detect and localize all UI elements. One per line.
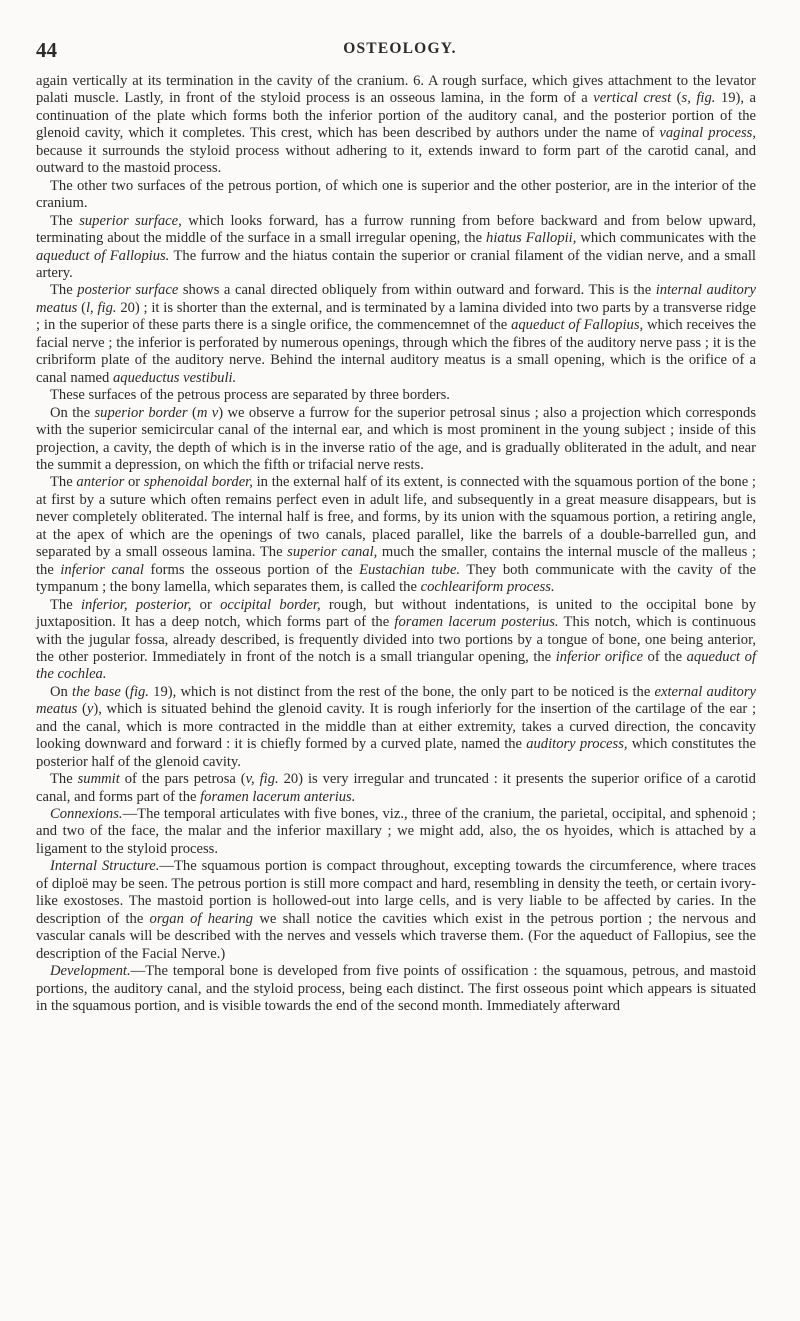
italic-run: Eustachian tube.: [359, 561, 461, 578]
text-run: because it surrounds the styloid process without adhering to it, extends inward to form part of the carotid canal, and outward to the mastoid process.: [36, 142, 756, 177]
paragraph: [36, 963, 756, 1015]
text-run: forms the osseous portion of the: [143, 561, 360, 578]
italic-run: aqueduct of Fallopius,: [511, 317, 644, 334]
italic-run: m v: [196, 404, 219, 421]
paragraph: [36, 73, 756, 178]
paragraph: [36, 213, 756, 283]
italic-run: organ of hearing: [149, 910, 254, 927]
italic-run: inferior canal: [60, 561, 144, 578]
italic-run: posterior surface: [77, 282, 179, 299]
page-header: [36, 38, 764, 62]
text-run: which looks forward, has a furrow running from before backward and from below upward, terminating about the middle of the surface in a small irregular opening, the: [36, 212, 756, 247]
body-text: [36, 73, 756, 1015]
italic-run: auditory process,: [526, 736, 628, 753]
text-run: The: [50, 596, 81, 613]
text-run: 20) ; it is shorter than the external, and is terminated by a lamina divided into two parts by a transverse ridge ; in the superior of these parts there is a single orifice, the commencemnet of the: [36, 299, 757, 334]
text-run: or: [191, 596, 221, 613]
italic-run: foramen lacerum posterius.: [394, 614, 559, 631]
text-run: which receives the facial nerve ; the inferior is perforated by numerous openings, through which the fibres of the auditory nerve pass ; it is the cribriform plate of the auditory nerve. Behind the internal auditory meatus is a small opening, which is the orifice of a canal named: [36, 317, 756, 386]
italic-run: inferior orifice: [555, 648, 643, 665]
italic-run: aqueduct of Fallopius.: [36, 247, 170, 264]
text-run: This notch, which is continuous with the jugular fossa, already described, is frequently divided into two portions by a tongue of bone, one being anterior, the other posterior. Immediately in front of the notch is a small triangular opening, the: [36, 614, 756, 665]
text-run: again vertically at its termination in the cavity of the cranium. 6. A rough surface, which gives attachment to the levator palati muscle. Lastly, in front of the styloid process is an osseous lamina, in the form of a: [36, 73, 756, 107]
text-run: The: [50, 771, 78, 788]
text-run: which communicates with the: [576, 230, 757, 247]
italic-run: vertical crest: [593, 90, 672, 107]
text-run: which constitutes the posterior half of the glenoid cavity.: [36, 736, 756, 770]
text-run: On the: [50, 404, 95, 421]
paragraph: [36, 684, 756, 771]
text-run: —The squamous portion is compact throughout, excepting towards the circumference, where traces of diploë may be seen. The petrous portion is still more compact and hard, resembling in density the teeth, or certain ivory-like exostoses. The mastoid portion is hollowed-out into large cells, and is very liable to be affected by caries. In the description of the: [36, 858, 756, 927]
text-run: (: [671, 90, 682, 107]
italic-run: external auditory meatus: [36, 683, 756, 718]
paragraph: [36, 597, 756, 684]
text-run: much the smaller, contains the internal muscle of the malleus ; the: [36, 544, 756, 578]
paragraph: [36, 771, 756, 806]
text-run: of the pars petrosa (: [119, 771, 246, 788]
text-run: of the: [642, 648, 687, 665]
italic-run: internal auditory meatus: [36, 282, 756, 316]
text-run: rough, but without indentations, is united to the occipital bone by juxtaposition. It has a deep notch, which forms part of the: [36, 596, 756, 631]
text-run: 19), a continuation of the plate which forms both the inferior portion of the auditory canal, and the posterior portion of the glenoid cavity, which it completes. This crest, which has been described by authors under the name of: [36, 90, 757, 142]
text-run: —The temporal articulates with five bones, viz., three of the cranium, the parietal, occipital, and sphenoid ; and two of the face, the malar and the inferior maxillary ; we might add, also, the os hyoides, which is attached by a ligament to the styloid process.: [36, 806, 756, 857]
italic-run: aqueductus vestibuli.: [112, 369, 237, 386]
paragraph: [36, 387, 756, 404]
italic-run: sphenoidal border,: [143, 474, 253, 491]
italic-run: superior surface,: [79, 212, 182, 229]
text-run: —The temporal bone is developed from five points of ossification : the squamous, petrous, and mastoid portions, the auditory canal, and the styloid process, being each distinct. The first osseous point which appears is situated in the squamous portion, and is visible towards the end of the second month. Immediately afterward: [36, 963, 756, 1015]
text-run: They both communicate with the cavity of the tympanum ; the bony lamella, which separates them, is called the: [36, 561, 757, 596]
text-run: The other two surfaces of the petrous portion, of which one is superior and the other posterior, are in the interior of the cranium.: [36, 177, 756, 212]
italic-run: l, fig.: [86, 299, 117, 316]
text-run: ) we observe a furrow for the superior petrosal sinus ; also a projection which corresponds with the superior semicircular canal of the internal ear, and which is most prominent in the young subject ; inside of this projection, a cavity, the depth of which is in the inverse ratio of the age, and is gradually obliterated in the adult, and near the summit a depression, on which the fifth or trifacial nerve rests.: [36, 404, 757, 473]
text-run: 20) is very irregular and truncated : it presents the superior orifice of a carotid canal, and forms part of the: [36, 771, 756, 805]
italic-run: summit: [77, 771, 120, 788]
italic-run: superior canal,: [287, 544, 378, 561]
text-run: On: [50, 683, 73, 700]
paragraph: [36, 178, 756, 213]
italic-run: anterior: [76, 474, 125, 491]
italic-run: s, fig.: [681, 90, 716, 107]
italic-run: the base: [72, 683, 121, 700]
italic-run: superior border: [94, 404, 188, 421]
text-run: (: [77, 299, 86, 316]
italic-run: y: [86, 701, 94, 718]
paragraph: [36, 474, 756, 596]
italic-run: Development.: [50, 963, 131, 980]
paragraph: [36, 282, 756, 387]
italic-run: Connexions.: [50, 806, 123, 823]
text-run: (: [77, 701, 87, 718]
italic-run: v, fig.: [245, 771, 279, 788]
text-run: The: [50, 282, 78, 299]
italic-run: aqueduct of the cochlea.: [36, 648, 757, 683]
text-run: The: [50, 474, 77, 491]
text-run: (: [120, 683, 130, 700]
text-run: (: [187, 404, 197, 421]
italic-run: occipital border,: [220, 596, 321, 613]
italic-run: hiatus Fallopii,: [486, 230, 577, 247]
italic-run: inferior, posterior,: [80, 596, 192, 613]
italic-run: foramen lacerum anterius.: [200, 788, 356, 805]
italic-run: vaginal process,: [659, 125, 756, 142]
text-run: shows a canal directed obliquely from within outward and forward. This is the: [178, 282, 656, 299]
paragraph: [36, 858, 756, 963]
paragraph: [36, 405, 756, 475]
text-run: or: [124, 474, 144, 491]
text-run: The: [50, 212, 80, 229]
page-number: 44: [36, 38, 57, 62]
italic-run: cochleariform process.: [420, 579, 555, 596]
text-run: in the external half of its extent, is connected with the squamous portion of the bone ; at first by a suture which often remains perfect even in adult life, and subsequently in a great measure disappears, but is never completely obliterated. The internal half is free, and forms, by its union with the squamous portion, a retiring angle, at the apex of which are the openings of two canals, placed parallel, like the barrels of a double-barrelled gun, and separated by a small osseous lamina. The: [36, 474, 756, 561]
text-run: The furrow and the hiatus contain the superior or cranial filament of the vidian nerve, and a small artery.: [36, 247, 756, 281]
italic-run: Internal Structure.: [50, 858, 160, 875]
paragraph: [36, 806, 756, 858]
text-run: These surfaces of the petrous process are separated by three borders.: [50, 387, 450, 404]
text-run: we shall notice the cavities which exist in the petrous portion ; the nervous and vascular canals will be described with the nerves and vessels which traverse them. (For the aqueduct of Fallopius, see the description of the Facial Nerve.): [36, 910, 756, 962]
text-run: ), which is situated behind the glenoid cavity. It is rough inferiorly for the insertion of the cartilage of the ear ; and the canal, which is more contracted in the middle than at either extremity, takes a curved direction, the concavity looking downward and forward : it is chiefly formed by a curved plate, named the: [36, 701, 757, 753]
running-title: OSTEOLOGY.: [343, 40, 457, 57]
italic-run: fig.: [129, 683, 149, 700]
text-run: 19), which is not distinct from the rest of the bone, the only part to be noticed is the: [148, 683, 655, 700]
